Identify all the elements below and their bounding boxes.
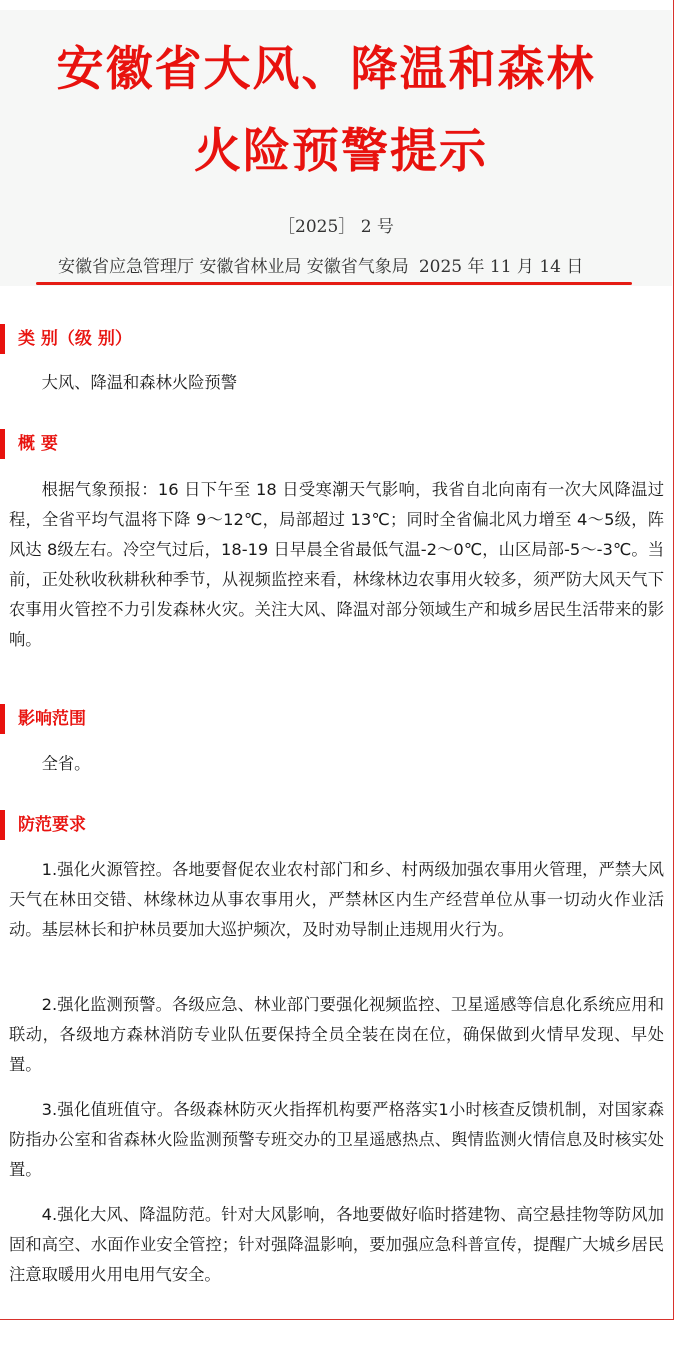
measure-item-3: 3.强化值班值守。各级森林防灭火指挥机构要严格落实1小时核查反馈机制，对国家森防指办公室和省森林火险监测预警专班交办的卫星遥感热点、舆情监测火情信息及时核实处置。 <box>9 1100 664 1179</box>
header-red-rule <box>36 282 632 285</box>
summary-text: 根据气象预报：16 日下午至 18 日受寒潮天气影响，我省自北向南有一次大风降温过程，全省平均气温将下降 9～12℃，局部超过 13℃；同时全省偏北风力增至 4～5级，阵风达 8级左右。冷空气过后，18-19 日早晨全省最低气温-2～0℃，山区局部-5～-3℃。当前，正处秋收秋耕秋种季节，从视频监控来看，林缘林边农事用火较多，须严防大风天气下农事用火管控不力引发森林火灾。关注大风、降温对部分领域生产和城乡居民生活带来的影响。 <box>9 480 664 649</box>
measure-item-4: 4.强化大风、降温防范。针对大风影响，各地要做好临时搭建物、高空悬挂物等防风加固和高空、水面作业安全管控；针对强降温影响，要加强应急科普宣传，提醒广大城乡居民注意取暖用火用电用气安全。 <box>9 1205 664 1284</box>
section-heading-scope: 影响范围 <box>0 704 300 734</box>
scope-text: 全省。 <box>41 754 91 773</box>
issuers: 安徽省应急管理厅 安徽省林业局 安徽省气象局 <box>58 257 409 277</box>
section-heading-category: 类 别（级 别） <box>0 324 300 354</box>
issue-date: 2025 年 11 月 14 日 <box>418 257 584 277</box>
section-heading-measures: 防范要求 <box>0 810 300 840</box>
title-line-2: 火险预警提示 <box>194 124 488 179</box>
category-text: 大风、降温和森林火险预警 <box>41 373 237 392</box>
document-number: ［2025］ 2 号 <box>278 217 394 237</box>
title-line-1: 安徽省大风、降温和森林 <box>56 42 596 97</box>
measure-item-1: 1.强化火源管控。各地要督促农业农村部门和乡、村两级加强农事用火管理，严禁大风天气在林田交错、林缘林边从事农事用火，严禁林区内生产经营单位从事一切动火作业活动。基层林长和护林员要加大巡护频次，及时劝导制止违规用火行为。 <box>9 860 664 939</box>
section-heading-summary: 概 要 <box>0 429 300 459</box>
issuer-line <box>58 252 648 277</box>
measure-item-2: 2.强化监测预警。各级应急、林业部门要强化视频监控、卫星遥感等信息化系统应用和联动，各级地方森林消防专业队伍要保持全员全装在岗在位，确保做到火情早发现、早处置。 <box>9 995 664 1074</box>
document-header <box>0 10 672 286</box>
